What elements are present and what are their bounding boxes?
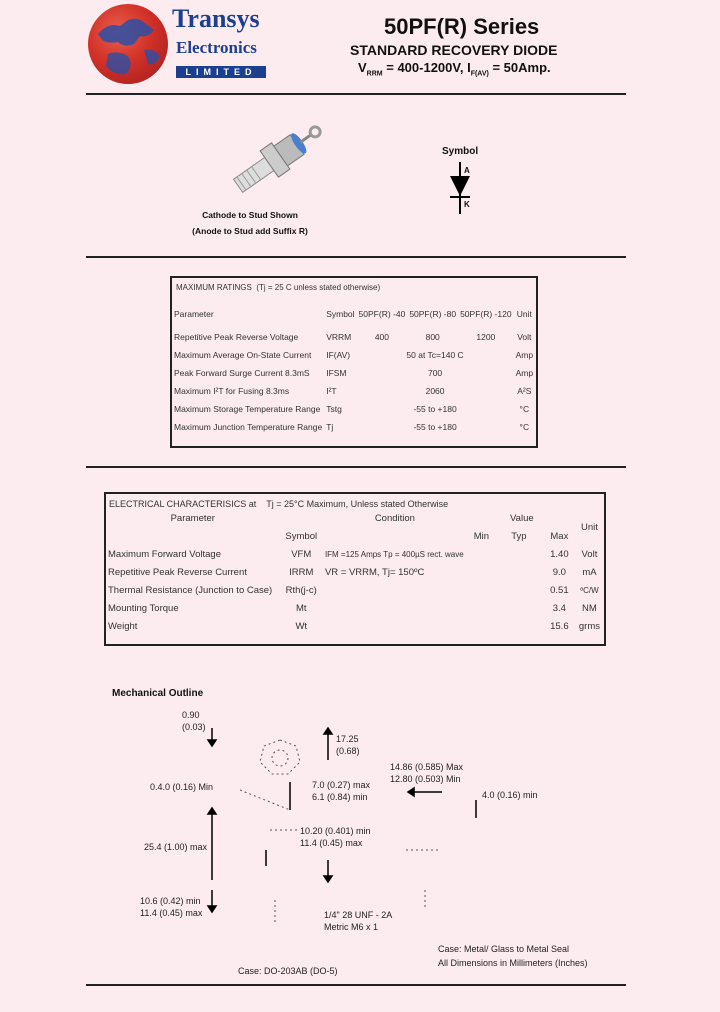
table-row	[172, 346, 535, 364]
row-parameter: Weight	[108, 620, 138, 632]
row-max: 15.6	[550, 620, 569, 632]
row-unit: Volt	[581, 548, 598, 560]
mechanical-drawing	[180, 700, 480, 940]
case-note-1: Case: Metal/ Glass to Metal Seal	[438, 944, 570, 954]
dim-5b: 12.80 (0.503) Min	[390, 774, 461, 784]
row-unit: °C	[519, 422, 530, 432]
divider-3	[86, 466, 626, 468]
row-value: 50 at Tc=140 C	[406, 350, 464, 360]
col-symbol: Symbol	[285, 530, 318, 542]
case-note-3: Case: DO-203AB (DO-5)	[238, 966, 338, 976]
row-unit: A²S	[517, 386, 532, 396]
row-parameter: Thermal Resistance (Junction to Case)	[108, 584, 273, 596]
dim-2a: 17.25	[336, 734, 359, 744]
dim-9b: 11.4 (0.45) max	[140, 908, 203, 918]
col-typ: Typ	[511, 530, 527, 542]
company-limited: LIMITED	[176, 66, 266, 78]
dim-10b: Metric M6 x 1	[324, 922, 379, 932]
row-parameter: Maximum Forward Voltage	[108, 548, 221, 560]
row-value: -55 to +180	[413, 422, 457, 432]
divider-2	[86, 256, 626, 258]
row-max: 3.4	[552, 602, 566, 614]
col-parameter: Parameter	[170, 512, 215, 524]
table-row	[172, 328, 535, 346]
table-row	[172, 382, 535, 400]
table-row	[106, 599, 602, 617]
row-symbol: Tj	[326, 422, 334, 432]
dim-6: 4.0 (0.16) min	[482, 790, 538, 800]
company-name: Transys	[172, 4, 260, 33]
dim-9a: 10.6 (0.42) min	[140, 896, 201, 906]
header-divider	[86, 93, 626, 95]
device-title: STANDARD RECOVERY DIODE	[350, 42, 558, 58]
table-row	[172, 418, 535, 436]
dim-8a: 10.20 (0.401) min	[300, 826, 371, 836]
dim-4b: 6.1 (0.84) min	[312, 792, 368, 802]
dim-2b: (0.68)	[336, 746, 360, 756]
row-v1: 400	[374, 332, 390, 342]
electrical-header-row-2	[106, 527, 602, 545]
row-max: 1.40	[550, 548, 569, 560]
electrical-title: ELECTRICAL CHARACTERISICS at Tj = 25°C Maximum, Unless stated Otherwise	[109, 499, 449, 509]
electrical-grid	[106, 509, 602, 635]
dim-7: 25.4 (1.00) max	[144, 842, 208, 852]
table-row	[106, 581, 602, 599]
row-parameter: Repetitive Peak Reverse Voltage	[174, 332, 299, 342]
company-subname: Electronics	[176, 38, 257, 57]
row-unit: Volt	[517, 332, 532, 342]
dim-1a: 0.90	[182, 710, 200, 720]
max-ratings-header-row	[172, 300, 535, 328]
row-unit: Amp	[515, 368, 534, 378]
row-condition	[323, 617, 467, 635]
cathode-label: K	[464, 200, 470, 209]
row-symbol: Mt	[295, 602, 307, 614]
row-unit: NM	[582, 602, 597, 614]
table-row	[172, 400, 535, 418]
col-max: Max	[550, 530, 569, 542]
col-unit: Unit	[580, 521, 598, 533]
row-symbol: IRRM	[289, 566, 314, 578]
globe-icon	[88, 4, 168, 84]
row-parameter: Mounting Torque	[108, 602, 179, 614]
diode-package-illustration	[220, 110, 330, 210]
row-v3: 1200	[476, 332, 496, 342]
series-title: 50PF(R) Series	[384, 14, 540, 39]
symbol-title: Symbol	[442, 146, 479, 157]
row-unit: grms	[578, 620, 600, 632]
row-unit: mA	[582, 566, 597, 578]
image-caption-2: (Anode to Stud add Suffix R)	[192, 226, 308, 236]
table-row	[172, 364, 535, 382]
row-symbol: I²T	[326, 386, 337, 396]
row-max: 0.51	[550, 584, 569, 596]
row-symbol: Tstg	[326, 404, 342, 414]
row-symbol: VFM	[291, 548, 312, 560]
row-symbol: Rth(j-c)	[285, 584, 317, 596]
max-ratings-title: MAXIMUM RATINGS (Tj = 25 C unless stated otherwise)	[176, 283, 381, 292]
table-row	[106, 617, 602, 635]
row-condition: VR = VRRM, Tj= 150ºC	[324, 566, 425, 578]
row-condition	[323, 599, 467, 617]
row-parameter: Repetitive Peak Reverse Current	[108, 566, 247, 578]
table-row	[106, 545, 602, 563]
row-parameter: Peak Forward Surge Current 8.3mS	[174, 368, 310, 378]
row-unit: ºC/W	[580, 585, 599, 595]
footer-divider	[86, 984, 626, 986]
dim-4a: 7.0 (0.27) max	[312, 780, 371, 790]
row-v2: 800	[425, 332, 440, 342]
row-value: -55 to +180	[413, 404, 457, 414]
dim-8b: 11.4 (0.45) max	[300, 838, 363, 848]
col-symbol: Symbol	[326, 309, 355, 319]
row-condition: IFM =125 Amps Tp = 400µS rect. wave	[324, 549, 464, 559]
row-parameter: Maximum Junction Temperature Range	[174, 422, 323, 432]
dim-10a: 1/4" 28 UNF - 2A	[324, 910, 393, 920]
row-symbol: VRRM	[326, 332, 352, 342]
row-parameter: Maximum Storage Temperature Range	[174, 404, 321, 414]
case-note-2: All Dimensions in Millimeters (Inches)	[438, 958, 588, 968]
col-unit: Unit	[516, 309, 532, 319]
diode-symbol-icon	[440, 160, 480, 216]
row-value: 700	[427, 368, 443, 378]
row-symbol: Wt	[295, 620, 308, 632]
rating-summary: $V_{RRM} = 400-1200V$, $I_{F(AV)} = 50Amp$.	[358, 60, 551, 78]
col-parameter: Parameter	[174, 309, 214, 319]
mechanical-title: Mechanical Outline	[112, 688, 204, 699]
dim-1b: (0.03)	[182, 722, 206, 732]
row-value: 2060	[425, 386, 445, 396]
col-40: 50PF(R) -40	[358, 308, 406, 319]
col-value: Value	[510, 512, 534, 524]
row-parameter: Maximum I²T for Fusing 8.3ms	[174, 386, 290, 396]
image-caption-1: Cathode to Stud Shown	[202, 210, 298, 220]
electrical-table	[104, 492, 606, 646]
anode-label: A	[464, 166, 470, 175]
dim-5a: 14.86 (0.585) Max	[390, 762, 464, 772]
row-symbol: IF(AV)	[326, 350, 351, 360]
col-min: Min	[473, 530, 490, 542]
max-ratings-table	[170, 276, 538, 448]
electrical-header-row-1	[106, 509, 602, 527]
row-parameter: Maximum Average On-State Current	[174, 350, 312, 360]
row-unit: °C	[519, 404, 530, 414]
row-symbol: IFSM	[326, 368, 347, 378]
max-ratings-grid	[172, 300, 535, 436]
dim-3: 0.4.0 (0.16) Min	[150, 782, 214, 792]
row-condition	[323, 581, 467, 599]
table-row	[106, 563, 602, 581]
col-80: 50PF(R) -80	[409, 308, 457, 319]
col-condition: Condition	[374, 512, 415, 524]
company-logo-globe	[88, 4, 168, 84]
row-max: 9.0	[552, 566, 566, 578]
col-120: 50PF(R) -120	[460, 308, 512, 319]
row-unit: Amp	[515, 350, 534, 360]
